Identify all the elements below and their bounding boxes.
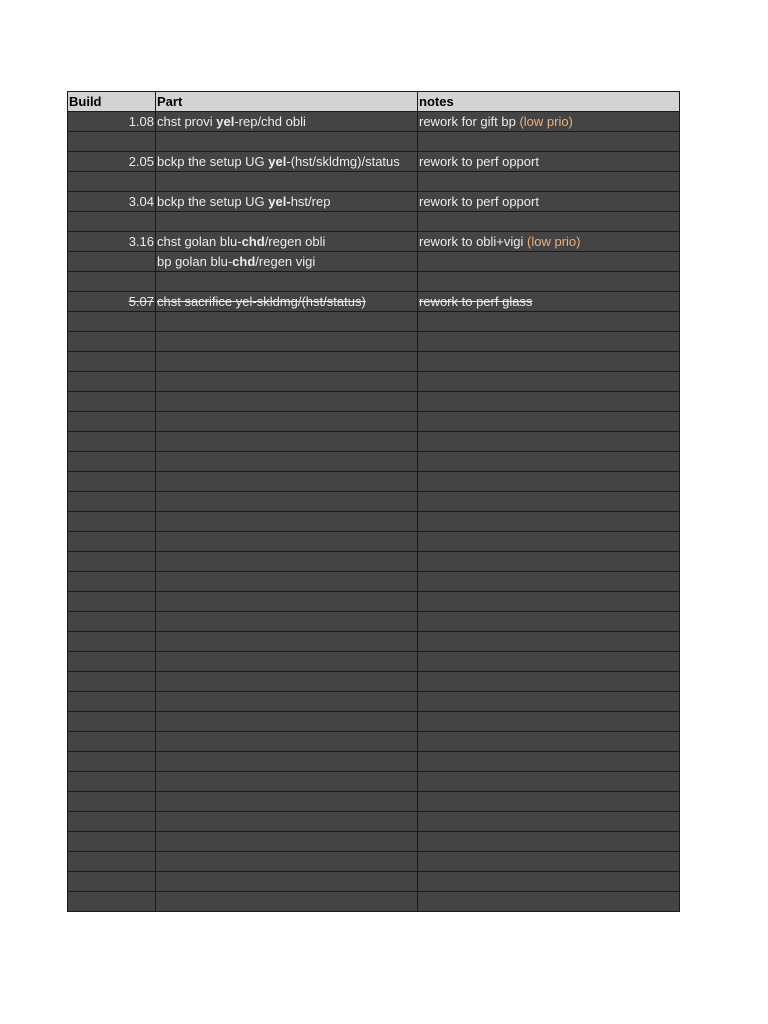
part-cell[interactable] <box>156 272 418 292</box>
notes-cell[interactable] <box>418 692 680 712</box>
part-value <box>157 254 315 269</box>
table-row <box>68 212 680 232</box>
build-cell[interactable] <box>68 372 156 392</box>
notes-cell[interactable] <box>418 672 680 692</box>
part-cell[interactable] <box>156 672 418 692</box>
build-value: 2.05 <box>128 154 154 169</box>
notes-cell[interactable] <box>418 752 680 772</box>
part-cell[interactable] <box>156 852 418 872</box>
table-row-empty <box>68 392 680 412</box>
part-cell[interactable] <box>156 372 418 392</box>
header-row <box>68 92 680 112</box>
part-cell[interactable] <box>156 432 418 452</box>
part-cell[interactable] <box>156 772 418 792</box>
build-cell[interactable] <box>68 532 156 552</box>
build-cell[interactable] <box>68 112 156 132</box>
part-cell[interactable] <box>156 692 418 712</box>
notes-cell[interactable] <box>418 292 680 312</box>
part-text-run: yel- <box>268 194 291 209</box>
notes-cell[interactable] <box>418 392 680 412</box>
table-row-empty <box>68 532 680 552</box>
build-cell[interactable] <box>68 552 156 572</box>
notes-cell[interactable] <box>418 432 680 452</box>
notes-cell[interactable] <box>418 632 680 652</box>
part-cell[interactable] <box>156 392 418 412</box>
build-cell[interactable] <box>68 432 156 452</box>
column-header-part[interactable]: Part <box>156 92 418 112</box>
table-row-empty <box>68 812 680 832</box>
build-cell[interactable] <box>68 312 156 332</box>
notes-cell[interactable] <box>418 352 680 372</box>
notes-cell[interactable] <box>418 112 680 132</box>
table-row <box>68 252 680 272</box>
part-text-run: bckp the setup UG <box>157 194 269 209</box>
notes-cell[interactable] <box>418 252 680 272</box>
notes-cell[interactable] <box>418 852 680 872</box>
build-value: 3.16 <box>128 234 154 249</box>
table-row-empty <box>68 412 680 432</box>
part-cell[interactable] <box>156 552 418 572</box>
notes-cell[interactable] <box>418 772 680 792</box>
build-cell[interactable] <box>68 152 156 172</box>
table-row-empty <box>68 572 680 592</box>
table-row-empty <box>68 612 680 632</box>
part-cell[interactable] <box>156 712 418 732</box>
table-row-empty <box>68 872 680 892</box>
build-cell[interactable] <box>68 652 156 672</box>
table-row <box>68 152 680 172</box>
table-row-empty <box>68 492 680 512</box>
part-text-run: chst golan blu- <box>157 234 242 249</box>
part-text-run: bckp the setup UG <box>157 154 269 169</box>
part-text-run: yel <box>216 114 235 129</box>
build-cell[interactable] <box>68 752 156 772</box>
build-cell[interactable] <box>68 232 156 252</box>
part-cell[interactable] <box>156 412 418 432</box>
table-row-empty <box>68 452 680 472</box>
notes-text-run: (low prio) <box>527 234 581 249</box>
build-value: 1.08 <box>128 114 154 129</box>
part-cell[interactable] <box>156 512 418 532</box>
notes-cell[interactable] <box>418 892 680 912</box>
build-cell[interactable] <box>68 572 156 592</box>
notes-cell[interactable] <box>418 212 680 232</box>
table-row-empty <box>68 792 680 812</box>
build-cell[interactable] <box>68 412 156 432</box>
part-cell[interactable] <box>156 252 418 272</box>
table-row-empty <box>68 512 680 532</box>
notes-cell[interactable] <box>418 652 680 672</box>
build-cell[interactable] <box>68 332 156 352</box>
part-cell[interactable] <box>156 152 418 172</box>
notes-cell[interactable] <box>418 232 680 252</box>
build-cell[interactable] <box>68 172 156 192</box>
build-cell[interactable] <box>68 352 156 372</box>
part-cell[interactable] <box>156 172 418 192</box>
notes-text-run: rework to perf glass <box>419 294 533 309</box>
notes-cell[interactable] <box>418 732 680 752</box>
table-row-empty <box>68 852 680 872</box>
table-row-empty <box>68 672 680 692</box>
notes-text-run: rework to perf opport <box>419 154 539 169</box>
part-text-run: chst sacrifice yel-skldmg/(hst/status) <box>157 294 366 309</box>
build-cell[interactable] <box>68 812 156 832</box>
build-cell[interactable] <box>68 252 156 272</box>
table-body <box>68 112 680 912</box>
part-cell[interactable] <box>156 232 418 252</box>
build-cell[interactable] <box>68 772 156 792</box>
table-row <box>68 272 680 292</box>
notes-text-run: (low prio) <box>519 114 573 129</box>
notes-cell[interactable] <box>418 812 680 832</box>
notes-value <box>419 194 539 209</box>
notes-cell[interactable] <box>418 612 680 632</box>
table-row-empty <box>68 432 680 452</box>
table-row <box>68 112 680 132</box>
table-row-empty <box>68 712 680 732</box>
notes-text-run: rework for gift bp <box>419 114 520 129</box>
notes-text-run: rework to obli+vigi <box>419 234 528 249</box>
part-cell[interactable] <box>156 212 418 232</box>
table-row-empty <box>68 892 680 912</box>
part-text-run: hst/rep <box>290 194 331 209</box>
part-cell[interactable] <box>156 752 418 772</box>
table-row-empty <box>68 732 680 752</box>
build-cell[interactable] <box>68 132 156 152</box>
build-cell[interactable] <box>68 512 156 532</box>
part-cell[interactable] <box>156 192 418 212</box>
build-cell[interactable] <box>68 692 156 712</box>
table-row-empty <box>68 332 680 352</box>
build-cell[interactable] <box>68 712 156 732</box>
table-row-empty <box>68 832 680 852</box>
notes-cell[interactable] <box>418 272 680 292</box>
part-value <box>157 234 325 249</box>
part-cell[interactable] <box>156 492 418 512</box>
notes-value <box>419 114 573 129</box>
part-text-run: -(hst/skldmg)/status <box>286 154 400 169</box>
notes-cell[interactable] <box>418 572 680 592</box>
spreadsheet-table <box>67 91 680 912</box>
part-cell[interactable] <box>156 632 418 652</box>
notes-cell[interactable] <box>418 452 680 472</box>
build-value: 5.07 <box>128 294 154 309</box>
part-text-run: yel <box>268 154 287 169</box>
part-cell[interactable] <box>156 452 418 472</box>
notes-cell[interactable] <box>418 152 680 172</box>
notes-cell[interactable] <box>418 872 680 892</box>
table-row-empty <box>68 372 680 392</box>
table-row-empty <box>68 472 680 492</box>
notes-cell[interactable] <box>418 532 680 552</box>
table-row <box>68 192 680 212</box>
notes-cell[interactable] <box>418 472 680 492</box>
build-cell[interactable] <box>68 872 156 892</box>
table-row <box>68 172 680 192</box>
part-text-run: bp golan blu- <box>157 254 233 269</box>
build-cell[interactable] <box>68 592 156 612</box>
part-text-run: /regen obli <box>264 234 326 249</box>
notes-cell[interactable] <box>418 172 680 192</box>
part-text-run: chd <box>241 234 265 249</box>
part-value <box>157 194 330 209</box>
table-row <box>68 292 680 312</box>
part-text-run: -rep/chd obli <box>234 114 306 129</box>
part-cell[interactable] <box>156 892 418 912</box>
build-cell[interactable] <box>68 292 156 312</box>
part-cell[interactable] <box>156 132 418 152</box>
build-cell[interactable] <box>68 832 156 852</box>
table-row-empty <box>68 772 680 792</box>
notes-text-run: rework to perf opport <box>419 194 539 209</box>
part-cell[interactable] <box>156 612 418 632</box>
part-cell[interactable] <box>156 572 418 592</box>
part-cell[interactable] <box>156 792 418 812</box>
part-cell[interactable] <box>156 532 418 552</box>
notes-cell[interactable] <box>418 592 680 612</box>
table-row-empty <box>68 352 680 372</box>
notes-cell[interactable] <box>418 372 680 392</box>
part-value <box>157 294 366 309</box>
build-value: 3.04 <box>128 194 154 209</box>
notes-cell[interactable] <box>418 712 680 732</box>
notes-cell[interactable] <box>418 552 680 572</box>
notes-cell[interactable] <box>418 192 680 212</box>
notes-cell[interactable] <box>418 512 680 532</box>
build-cell[interactable] <box>68 612 156 632</box>
notes-value <box>419 234 581 249</box>
part-cell[interactable] <box>156 332 418 352</box>
table-row-empty <box>68 652 680 672</box>
part-cell[interactable] <box>156 832 418 852</box>
part-text-run: chst provi <box>157 114 217 129</box>
notes-cell[interactable] <box>418 332 680 352</box>
table-row <box>68 232 680 252</box>
notes-value <box>419 294 532 309</box>
build-cell[interactable] <box>68 492 156 512</box>
part-value <box>157 154 400 169</box>
build-cell[interactable] <box>68 192 156 212</box>
notes-value <box>419 154 539 169</box>
table-row-empty <box>68 552 680 572</box>
build-cell[interactable] <box>68 452 156 472</box>
table-row <box>68 132 680 152</box>
build-cell[interactable] <box>68 472 156 492</box>
build-cell[interactable] <box>68 632 156 652</box>
build-cell[interactable] <box>68 272 156 292</box>
table-row-empty <box>68 752 680 772</box>
table-row-empty <box>68 632 680 652</box>
notes-cell[interactable] <box>418 792 680 812</box>
build-cell[interactable] <box>68 892 156 912</box>
build-cell[interactable] <box>68 212 156 232</box>
build-cell[interactable] <box>68 852 156 872</box>
column-header-notes[interactable]: notes <box>418 92 680 112</box>
part-text-run: /regen vigi <box>255 254 316 269</box>
notes-cell[interactable] <box>418 132 680 152</box>
part-cell[interactable] <box>156 592 418 612</box>
notes-cell[interactable] <box>418 492 680 512</box>
table-row-empty <box>68 312 680 332</box>
build-cell[interactable] <box>68 792 156 812</box>
part-text-run: chd <box>232 254 256 269</box>
table-row-empty <box>68 592 680 612</box>
table-row-empty <box>68 692 680 712</box>
notes-cell[interactable] <box>418 832 680 852</box>
part-cell[interactable] <box>156 472 418 492</box>
part-cell[interactable] <box>156 812 418 832</box>
column-header-build[interactable]: Build <box>68 92 156 112</box>
part-cell[interactable] <box>156 312 418 332</box>
part-cell[interactable] <box>156 112 418 132</box>
notes-cell[interactable] <box>418 312 680 332</box>
part-cell[interactable] <box>156 652 418 672</box>
part-cell[interactable] <box>156 292 418 312</box>
build-cell[interactable] <box>68 672 156 692</box>
part-cell[interactable] <box>156 352 418 372</box>
build-cell[interactable] <box>68 392 156 412</box>
part-cell[interactable] <box>156 732 418 752</box>
part-cell[interactable] <box>156 872 418 892</box>
build-cell[interactable] <box>68 732 156 752</box>
notes-cell[interactable] <box>418 412 680 432</box>
part-value <box>157 114 306 129</box>
